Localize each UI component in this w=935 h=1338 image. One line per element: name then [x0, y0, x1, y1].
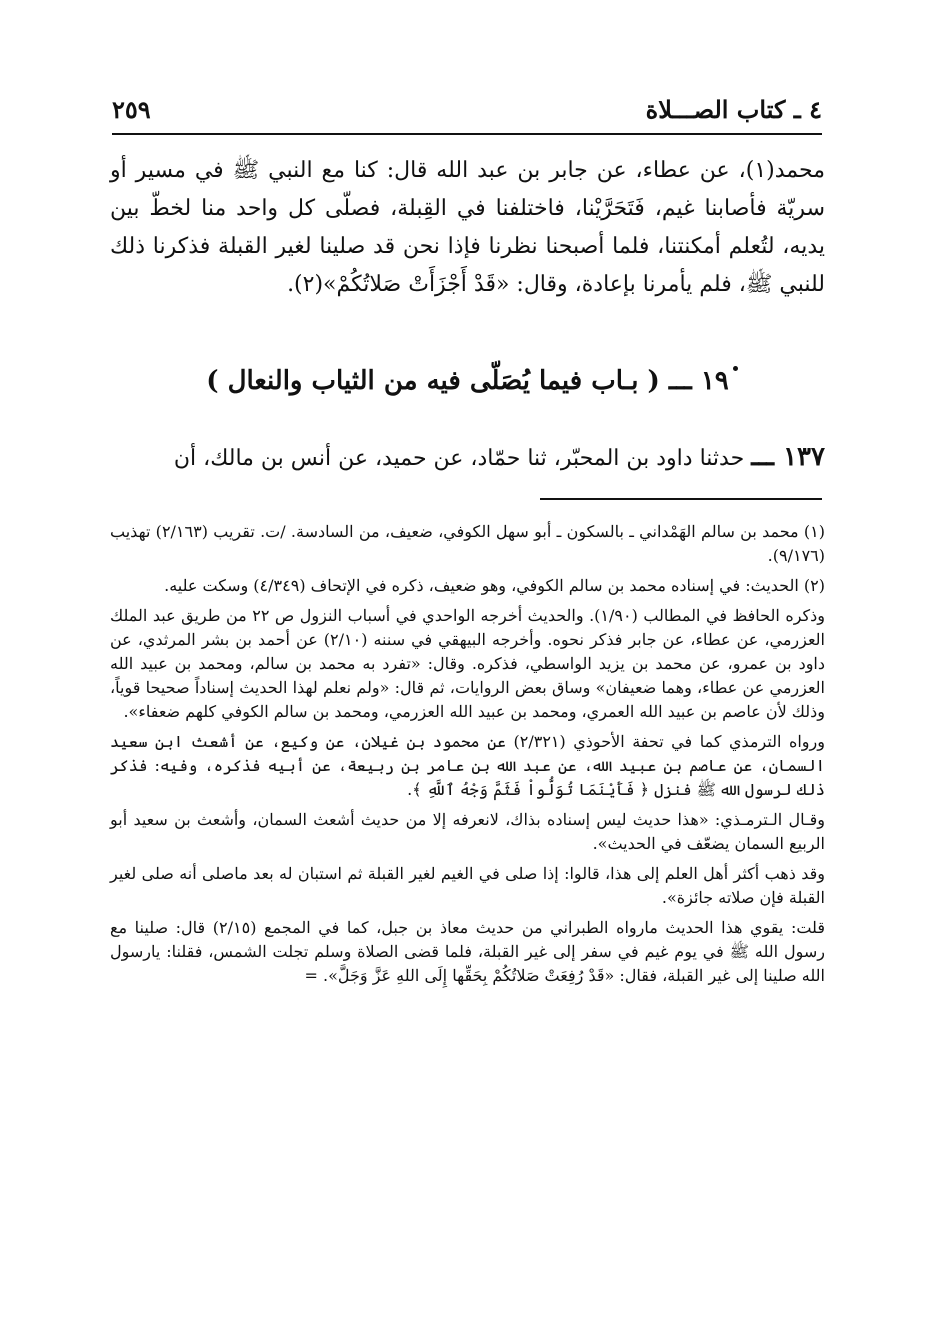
footnote-rule	[540, 498, 822, 500]
footnote-2-cont-2: ورواه الترمذي كما في تحفة الأحوذي (٢/٣٢١) عن محمود بن غيلان، عن وكيع، عن أشعث ابن سعيد السمان، عن عاصم بن عبيد الله، عن عبد الله بن عامر بن ربيعة، عن أبيه فذكره، وفيه: فذكر ذلك لرسول الله ﷺ فنزل ﴿ فَأَيْنَمَا تُوَلُّواْ فَثَمَّ وَجْهُ ٱللَّهِ ﴾.	[110, 732, 825, 799]
footnote-2: (٢) الحديث: في إسناده محمد بن سالم الكوفي، وهو ضعيف، ذكره في الإتحاف (٤/٣٤٩) وسكت عليه.	[164, 576, 825, 595]
footnote-2-cont-4: وقد ذهب أكثر أهل العلم إلى هذا، قالوا: إذا صلى في الغيم لغير القبلة ثم استبان له بعد ماصلى أنه صلى لغير القبلة فإن صلاته جائزة».	[110, 864, 826, 907]
page-number: ٢٥٩	[112, 95, 151, 124]
footnotes	[110, 520, 825, 994]
footnote-2-cont-1: وذكره الحافظ في المطالب (١/٩٠). والحديث أخرجه الواحدي في أسباب النزول ص ٢٢ من طريق عبد الملك العزرمي، عن عطاء، عن جابر فذكر نحوه. وأخرجه البيهقي في سننه (٢/١٠) عن أحمد بن بشر المرثدي، عن داود بن عمرو، عن محمد بن يزيد الواسطي، فذكره. وقال: «تفرد به محمد بن سالم، ومحمد بن عبيد الله العزرمي عن عطاء، وهما ضعيفان» وساق بعض الروايات، ثم قال: «ولم نعلم لهذا الحديث إسناداً صحيحا قوياً، وذلك لأن عاصم بن عبيد الله العمري، ومحمد بن عبيد الله العزرمي، ومحمد بن سالم الكوفي كلهم ضعفاء».	[110, 606, 826, 721]
hadith-137	[110, 438, 825, 478]
footnote-2-cont-5: قلت: يقوي هذا الحديث مارواه الطبراني من حديث معاذ بن جبل، كما في المجمع (٢/١٥) قال: صلينا مع رسول الله ﷺ في يوم غيم في سفر إلى غير القبلة، فلما قضى الصلاة وسلم تجلت الشمس، فقلنا: يارسول الله صلينا إلى غير القبلة، فقال: «قَدْ رُفِعَتْ صَلاتُكُمْ بِحَقِّها إِلَى اللهِ عَزَّ وَجَلَّ». =	[110, 918, 825, 985]
running-head: ٤ ـ كتاب الصـــلاة	[645, 95, 822, 124]
footnote-1: (١) محمد بن سالم الهَمْداني ـ بالسكون ـ أبو سهل الكوفي، ضعيف، من السادسة. /ت. تقريب (٢/١٦٣) تهذيب (٩/١٧٦).	[110, 522, 826, 565]
hadith-text: حدثنا داود بن المحبّر، ثنا حمّاد، عن حميد، عن أنس بن مالك، أن	[173, 446, 745, 471]
footnote-2-cont-3: وقـال الـترمـذي: «هذا حديث ليس إسناده بذاك، لانعرفه إلا من حديث أشعث السمان، وأشعث بن سعيد أبو الربيع السمان يضعّف في الحديث».	[110, 810, 825, 853]
header-rule	[112, 133, 822, 135]
chapter-title: ١٩ ـــ ( بـاب فيما يُصَلّى فيه من الثياب والنعال )	[206, 366, 729, 396]
page-header	[112, 95, 822, 133]
main-paragraph: محمد(١)، عن عطاء، عن جابر بن عبد الله قال: كنا مع النبي ﷺ في مسير أو سريّة فأصابنا غيم، فَتَحَرَّيْنا، فاختلفنا في القِبلة، فصلّى كل واحد منا لخطّ بين يديه، لتُعلم أمكنتنا، فلما أصبحنا نظرنا فإذا نحن قد صلينا لغير القبلة فذكرنا ذلك للنبي ﷺ، فلم يأمرنا بإعادة، وقال: «قَدْ أَجْزَأَتْ صَلاتُكُمْ»(٢).	[110, 158, 825, 297]
hadith-number: ١٣٧ ـــ	[751, 442, 825, 472]
main-text	[110, 152, 825, 304]
